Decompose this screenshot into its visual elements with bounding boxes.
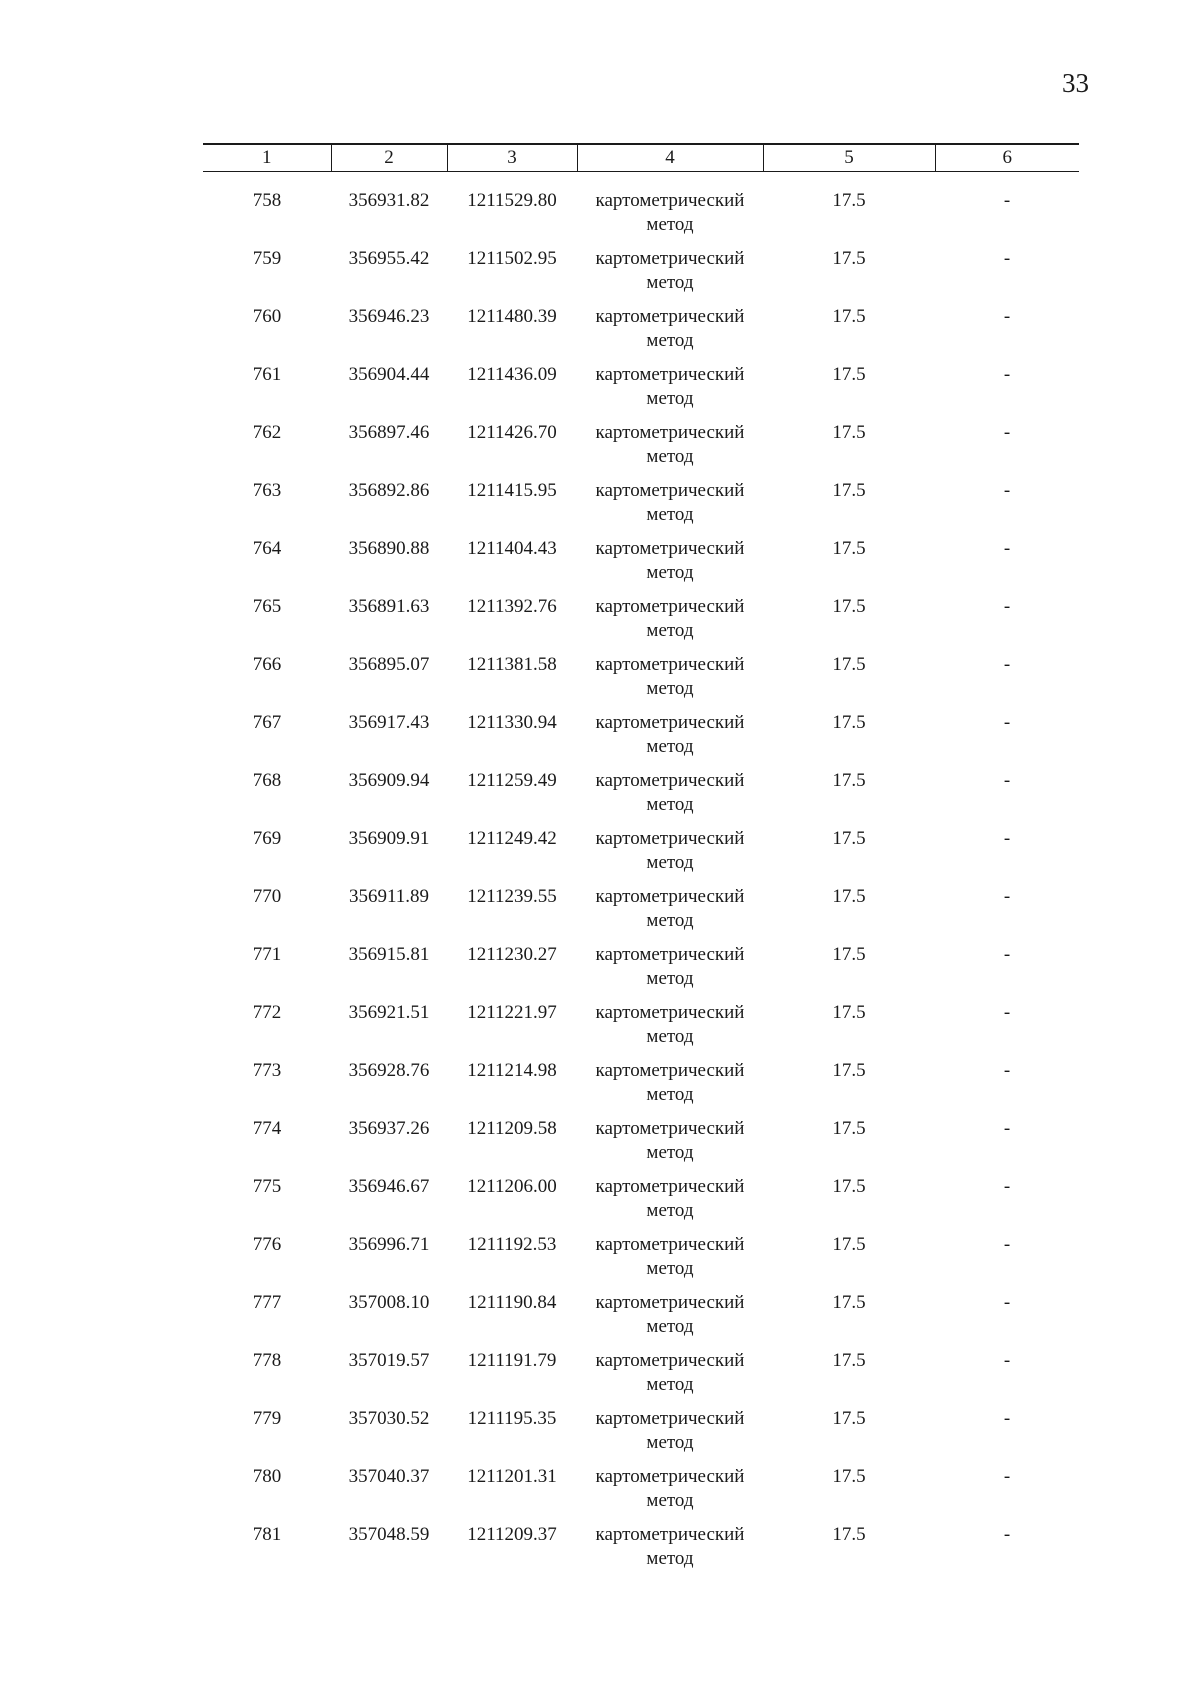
column-header: 5 (763, 144, 935, 172)
table-row (203, 769, 1079, 827)
table-row (203, 305, 1079, 363)
note-cell: - (1003, 712, 1011, 733)
precision-cell: 17.5 (832, 1176, 866, 1197)
table-row (203, 1465, 1079, 1523)
y-coordinate-cell: 1211191.79 (467, 1350, 557, 1371)
method-line1: картометрический (595, 190, 745, 211)
method-line1: картометрический (595, 1292, 745, 1313)
y-coordinate-cell: 1211426.70 (467, 422, 557, 443)
y-coordinate-cell: 1211404.43 (467, 538, 557, 559)
table-row (203, 1523, 1079, 1581)
x-coordinate-cell: 356921.51 (348, 1002, 430, 1023)
x-coordinate-cell: 356928.76 (348, 1060, 430, 1081)
method-line2: метод (646, 272, 694, 293)
x-coordinate-cell: 356946.23 (348, 306, 430, 327)
note-cell: - (1003, 828, 1011, 849)
method-line1: картометрический (595, 828, 745, 849)
method-cell (577, 1465, 763, 1523)
x-coordinate-cell: 356904.44 (348, 364, 430, 385)
precision-cell: 17.5 (832, 770, 866, 791)
method-cell (577, 479, 763, 537)
method-line2: метод (646, 214, 694, 235)
point-number-cell: 780 (252, 1466, 282, 1487)
precision-cell: 17.5 (832, 944, 866, 965)
note-cell: - (1003, 654, 1011, 675)
table-row (203, 1233, 1079, 1291)
precision-cell: 17.5 (832, 1002, 866, 1023)
y-coordinate-cell: 1211209.58 (467, 1118, 557, 1139)
method-cell (577, 1059, 763, 1117)
method-cell (577, 421, 763, 479)
method-line1: картометрический (595, 1060, 745, 1081)
note-cell: - (1003, 1292, 1011, 1313)
method-cell (577, 1291, 763, 1349)
note-cell: - (1003, 422, 1011, 443)
method-cell (577, 943, 763, 1001)
method-line2: метод (646, 1432, 694, 1453)
note-cell: - (1003, 1002, 1011, 1023)
method-line2: метод (646, 736, 694, 757)
point-number-cell: 772 (252, 1002, 282, 1023)
method-line2: метод (646, 1142, 694, 1163)
table-row (203, 1059, 1079, 1117)
method-cell (577, 172, 763, 248)
x-coordinate-cell: 356891.63 (348, 596, 430, 617)
method-line2: метод (646, 1490, 694, 1511)
point-number-cell: 768 (252, 770, 282, 791)
point-number-cell: 761 (252, 364, 282, 385)
point-number-cell: 764 (252, 538, 282, 559)
method-line1: картометрический (595, 422, 745, 443)
method-line1: картометрический (595, 1176, 745, 1197)
method-line2: метод (646, 1084, 694, 1105)
y-coordinate-cell: 1211480.39 (467, 306, 557, 327)
method-line1: картометрический (595, 654, 745, 675)
method-cell (577, 1349, 763, 1407)
point-number-cell: 770 (252, 886, 282, 907)
precision-cell: 17.5 (832, 1292, 866, 1313)
table-row (203, 943, 1079, 1001)
method-cell (577, 1233, 763, 1291)
table-row (203, 479, 1079, 537)
y-coordinate-cell: 1211436.09 (467, 364, 557, 385)
method-cell (577, 247, 763, 305)
method-line1: картометрический (595, 886, 745, 907)
table-body (203, 172, 1079, 1582)
method-cell (577, 595, 763, 653)
column-header: 6 (935, 144, 1079, 172)
column-header: 3 (447, 144, 577, 172)
y-coordinate-cell: 1211206.00 (467, 1176, 557, 1197)
x-coordinate-cell: 357030.52 (348, 1408, 430, 1429)
method-cell (577, 1175, 763, 1233)
method-line2: метод (646, 1258, 694, 1279)
table-row (203, 537, 1079, 595)
point-number-cell: 779 (252, 1408, 282, 1429)
point-number-cell: 776 (252, 1234, 282, 1255)
x-coordinate-cell: 356897.46 (348, 422, 430, 443)
y-coordinate-cell: 1211330.94 (467, 712, 557, 733)
table-row (203, 1175, 1079, 1233)
x-coordinate-cell: 356915.81 (348, 944, 430, 965)
note-cell: - (1003, 944, 1011, 965)
method-line2: метод (646, 794, 694, 815)
note-cell: - (1003, 886, 1011, 907)
point-number-cell: 775 (252, 1176, 282, 1197)
x-coordinate-cell: 356955.42 (348, 248, 430, 269)
method-cell (577, 1523, 763, 1581)
table-row (203, 247, 1079, 305)
page-number: 33 (1062, 68, 1089, 98)
y-coordinate-cell: 1211415.95 (467, 480, 557, 501)
coordinates-table (203, 143, 1079, 1581)
precision-cell: 17.5 (832, 364, 866, 385)
precision-cell: 17.5 (832, 1234, 866, 1255)
precision-cell: 17.5 (832, 190, 866, 211)
method-line1: картометрический (595, 1118, 745, 1139)
method-line1: картометрический (595, 364, 745, 385)
precision-cell: 17.5 (832, 828, 866, 849)
method-cell (577, 769, 763, 827)
precision-cell: 17.5 (832, 1466, 866, 1487)
precision-cell: 17.5 (832, 306, 866, 327)
method-line1: картометрический (595, 712, 745, 733)
table-header-row (203, 144, 1079, 172)
method-line2: метод (646, 446, 694, 467)
method-line1: картометрический (595, 596, 745, 617)
method-line2: метод (646, 1374, 694, 1395)
y-coordinate-cell: 1211195.35 (467, 1408, 557, 1429)
y-coordinate-cell: 1211230.27 (467, 944, 557, 965)
note-cell: - (1003, 306, 1011, 327)
method-line1: картометрический (595, 770, 745, 791)
point-number-cell: 773 (252, 1060, 282, 1081)
y-coordinate-cell: 1211214.98 (467, 1060, 557, 1081)
method-line2: метод (646, 1316, 694, 1337)
point-number-cell: 760 (252, 306, 282, 327)
note-cell: - (1003, 1234, 1011, 1255)
method-line1: картометрический (595, 1466, 745, 1487)
note-cell: - (1003, 770, 1011, 791)
note-cell: - (1003, 1350, 1011, 1371)
table-row (203, 827, 1079, 885)
x-coordinate-cell: 356946.67 (348, 1176, 430, 1197)
x-coordinate-cell: 356911.89 (348, 886, 430, 907)
method-line2: метод (646, 330, 694, 351)
method-line1: картометрический (595, 1234, 745, 1255)
method-line1: картометрический (595, 306, 745, 327)
method-cell (577, 1407, 763, 1465)
point-number-cell: 778 (252, 1350, 282, 1371)
point-number-cell: 763 (252, 480, 282, 501)
method-line1: картометрический (595, 480, 745, 501)
note-cell: - (1003, 1408, 1011, 1429)
note-cell: - (1003, 190, 1011, 211)
y-coordinate-cell: 1211190.84 (467, 1292, 557, 1313)
note-cell: - (1003, 1466, 1011, 1487)
x-coordinate-cell: 357048.59 (348, 1524, 430, 1545)
y-coordinate-cell: 1211209.37 (467, 1524, 557, 1545)
x-coordinate-cell: 357019.57 (348, 1350, 430, 1371)
x-coordinate-cell: 356917.43 (348, 712, 430, 733)
table-row (203, 1291, 1079, 1349)
precision-cell: 17.5 (832, 1118, 866, 1139)
point-number-cell: 767 (252, 712, 282, 733)
point-number-cell: 759 (252, 248, 282, 269)
precision-cell: 17.5 (832, 596, 866, 617)
note-cell: - (1003, 1176, 1011, 1197)
precision-cell: 17.5 (832, 1060, 866, 1081)
method-line2: метод (646, 620, 694, 641)
table-row (203, 885, 1079, 943)
method-cell (577, 885, 763, 943)
y-coordinate-cell: 1211381.58 (467, 654, 557, 675)
method-line2: метод (646, 1026, 694, 1047)
precision-cell: 17.5 (832, 422, 866, 443)
y-coordinate-cell: 1211392.76 (467, 596, 557, 617)
method-cell (577, 537, 763, 595)
x-coordinate-cell: 356937.26 (348, 1118, 430, 1139)
point-number-cell: 774 (252, 1118, 282, 1139)
note-cell: - (1003, 480, 1011, 501)
point-number-cell: 758 (252, 190, 282, 211)
table-row (203, 363, 1079, 421)
method-cell (577, 827, 763, 885)
y-coordinate-cell: 1211259.49 (467, 770, 557, 791)
method-line1: картометрический (595, 1524, 745, 1545)
column-header: 2 (331, 144, 447, 172)
note-cell: - (1003, 596, 1011, 617)
precision-cell: 17.5 (832, 1350, 866, 1371)
table-row (203, 421, 1079, 479)
precision-cell: 17.5 (832, 712, 866, 733)
note-cell: - (1003, 538, 1011, 559)
table-row (203, 172, 1079, 248)
method-cell (577, 1001, 763, 1059)
y-coordinate-cell: 1211221.97 (467, 1002, 557, 1023)
y-coordinate-cell: 1211239.55 (467, 886, 557, 907)
x-coordinate-cell: 356996.71 (348, 1234, 430, 1255)
method-line2: метод (646, 910, 694, 931)
method-line1: картометрический (595, 1002, 745, 1023)
method-line1: картометрический (595, 944, 745, 965)
precision-cell: 17.5 (832, 654, 866, 675)
method-line2: метод (646, 562, 694, 583)
method-line2: метод (646, 504, 694, 525)
table-row (203, 1001, 1079, 1059)
note-cell: - (1003, 1118, 1011, 1139)
method-line1: картометрический (595, 1350, 745, 1371)
method-cell (577, 653, 763, 711)
note-cell: - (1003, 248, 1011, 269)
table-row (203, 595, 1079, 653)
table-row (203, 653, 1079, 711)
precision-cell: 17.5 (832, 1524, 866, 1545)
method-line2: метод (646, 678, 694, 699)
method-cell (577, 711, 763, 769)
method-cell (577, 363, 763, 421)
method-line2: метод (646, 1200, 694, 1221)
method-cell (577, 1117, 763, 1175)
point-number-cell: 765 (252, 596, 282, 617)
y-coordinate-cell: 1211192.53 (467, 1234, 557, 1255)
precision-cell: 17.5 (832, 248, 866, 269)
method-line1: картометрический (595, 1408, 745, 1429)
method-line2: метод (646, 388, 694, 409)
table-row (203, 711, 1079, 769)
point-number-cell: 762 (252, 422, 282, 443)
x-coordinate-cell: 357008.10 (348, 1292, 430, 1313)
point-number-cell: 771 (252, 944, 282, 965)
point-number-cell: 777 (252, 1292, 282, 1313)
note-cell: - (1003, 364, 1011, 385)
x-coordinate-cell: 357040.37 (348, 1466, 430, 1487)
method-cell (577, 305, 763, 363)
precision-cell: 17.5 (832, 538, 866, 559)
table-row (203, 1407, 1079, 1465)
y-coordinate-cell: 1211249.42 (467, 828, 557, 849)
x-coordinate-cell: 356890.88 (348, 538, 430, 559)
x-coordinate-cell: 356895.07 (348, 654, 430, 675)
y-coordinate-cell: 1211529.80 (467, 190, 557, 211)
x-coordinate-cell: 356892.86 (348, 480, 430, 501)
column-header: 4 (577, 144, 763, 172)
method-line2: метод (646, 1548, 694, 1569)
precision-cell: 17.5 (832, 1408, 866, 1429)
column-header: 1 (203, 144, 331, 172)
note-cell: - (1003, 1060, 1011, 1081)
method-line2: метод (646, 852, 694, 873)
point-number-cell: 781 (252, 1524, 282, 1545)
y-coordinate-cell: 1211502.95 (467, 248, 557, 269)
x-coordinate-cell: 356909.94 (348, 770, 430, 791)
table-row (203, 1349, 1079, 1407)
y-coordinate-cell: 1211201.31 (467, 1466, 557, 1487)
table-row (203, 1117, 1079, 1175)
x-coordinate-cell: 356931.82 (348, 190, 430, 211)
point-number-cell: 766 (252, 654, 282, 675)
precision-cell: 17.5 (832, 480, 866, 501)
x-coordinate-cell: 356909.91 (348, 828, 430, 849)
point-number-cell: 769 (252, 828, 282, 849)
note-cell: - (1003, 1524, 1011, 1545)
precision-cell: 17.5 (832, 886, 866, 907)
method-line2: метод (646, 968, 694, 989)
method-line1: картометрический (595, 538, 745, 559)
method-line1: картометрический (595, 248, 745, 269)
